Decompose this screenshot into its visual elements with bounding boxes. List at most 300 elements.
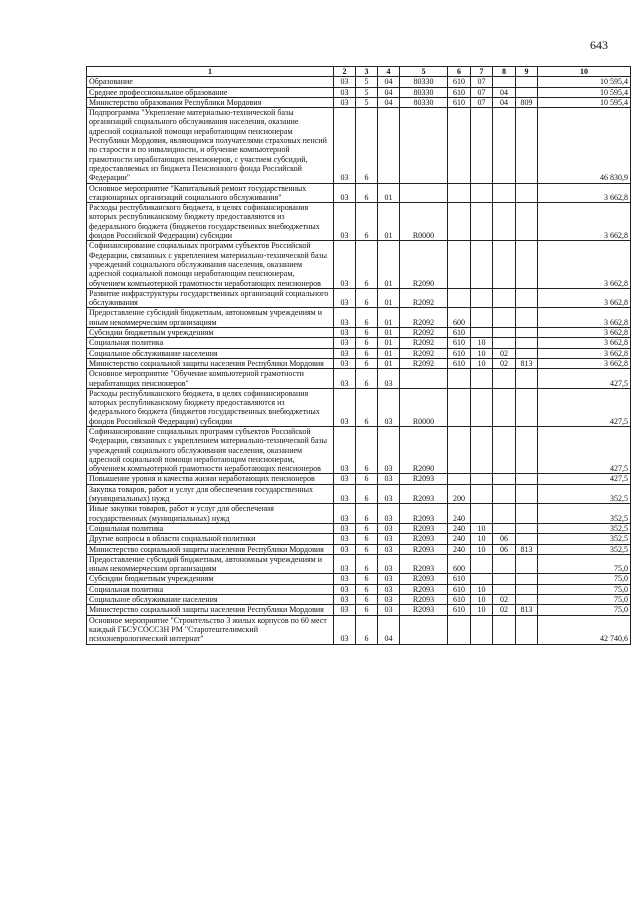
header-cell: 6 [448, 67, 471, 77]
code-5-cell: 80330 [400, 97, 448, 107]
code-7-cell: 10 [471, 348, 493, 358]
table-row [87, 605, 631, 615]
code-2-cell: 03 [334, 183, 356, 203]
code-4-cell: 01 [378, 241, 400, 288]
table-row [87, 595, 631, 605]
name-cell: Софинансирование социальных программ субъектов Российской Федерации, связанных с укреплением материально-технической базы учреждений социального обслуживания населения, оказанием адресной социальной помощи неработающим пенсионерам, обучением компьютерной грамотности неработающих пенсионеров [87, 426, 334, 473]
code-5-cell: R0000 [400, 203, 448, 241]
name-cell: Министерство социальной защиты населения Республики Мордовия [87, 544, 334, 554]
code-8-cell [493, 203, 516, 241]
budget-table-body [87, 67, 631, 645]
code-9-cell: 813 [516, 358, 538, 368]
table-row [87, 388, 631, 426]
code-5-cell: R2093 [400, 474, 448, 484]
code-2-cell: 03 [334, 308, 356, 328]
name-cell: Предоставление субсидий бюджетным, автономным учреждениям и иным некоммерческим организациям [87, 308, 334, 328]
code-7-cell [471, 183, 493, 203]
amount-cell: 3 662,8 [538, 308, 631, 328]
name-cell: Образование [87, 77, 334, 87]
code-6-cell [448, 288, 471, 308]
code-5-cell: R2092 [400, 328, 448, 338]
name-cell: Социальная политика [87, 523, 334, 533]
code-9-cell [516, 328, 538, 338]
code-6-cell: 610 [448, 338, 471, 348]
code-2-cell: 03 [334, 348, 356, 358]
name-cell: Основное мероприятие "Строительство 3 жилых корпусов по 60 мест каждый ГБСУСОССЗН РМ "Старотештелимский психоневрологический интернат" [87, 615, 334, 644]
code-9-cell [516, 308, 538, 328]
amount-cell: 75,0 [538, 584, 631, 594]
code-4-cell: 01 [378, 203, 400, 241]
table-row [87, 288, 631, 308]
code-2-cell: 03 [334, 523, 356, 533]
amount-cell: 352,5 [538, 504, 631, 524]
code-9-cell [516, 241, 538, 288]
code-5-cell: R2093 [400, 554, 448, 574]
code-9-cell: 813 [516, 605, 538, 615]
code-8-cell [493, 241, 516, 288]
code-8-cell [493, 369, 516, 389]
header-cell: 2 [334, 67, 356, 77]
header-row [87, 67, 631, 77]
table-row [87, 574, 631, 584]
code-3-cell: 6 [356, 388, 378, 426]
amount-cell: 75,0 [538, 605, 631, 615]
code-6-cell: 200 [448, 484, 471, 504]
table-row [87, 534, 631, 544]
header-cell: 5 [400, 67, 448, 77]
code-4-cell: 01 [378, 348, 400, 358]
code-6-cell: 610 [448, 574, 471, 584]
code-8-cell [493, 523, 516, 533]
header-cell: 9 [516, 67, 538, 77]
table-row [87, 241, 631, 288]
amount-cell: 427,5 [538, 426, 631, 473]
code-6-cell: 610 [448, 328, 471, 338]
table-row [87, 504, 631, 524]
code-4-cell: 04 [378, 97, 400, 107]
code-4-cell: 03 [378, 574, 400, 584]
code-7-cell: 10 [471, 358, 493, 368]
code-8-cell: 06 [493, 544, 516, 554]
amount-cell: 3 662,8 [538, 203, 631, 241]
code-4-cell [378, 108, 400, 183]
code-2-cell: 03 [334, 338, 356, 348]
table-row [87, 358, 631, 368]
amount-cell: 352,5 [538, 523, 631, 533]
table-row [87, 484, 631, 504]
table-row [87, 369, 631, 389]
name-cell: Основное мероприятие "Обучение компьютерной грамотности неработающих пенсионеров" [87, 369, 334, 389]
code-7-cell: 10 [471, 523, 493, 533]
code-7-cell: 10 [471, 584, 493, 594]
code-6-cell: 240 [448, 534, 471, 544]
code-8-cell [493, 338, 516, 348]
code-5-cell: R2093 [400, 523, 448, 533]
code-7-cell [471, 426, 493, 473]
code-2-cell: 03 [334, 203, 356, 241]
code-2-cell: 03 [334, 87, 356, 97]
code-8-cell: 02 [493, 595, 516, 605]
code-2-cell: 03 [334, 97, 356, 107]
amount-cell: 3 662,8 [538, 348, 631, 358]
code-8-cell [493, 474, 516, 484]
name-cell: Расходы республиканского бюджета, в целях софинансирования которых республиканскому бюджету предоставляются из федерального бюджета (бюджетов государственных внебюджетных фондов Российской Федерации) субсидии [87, 203, 334, 241]
code-2-cell: 03 [334, 605, 356, 615]
code-3-cell: 6 [356, 241, 378, 288]
code-6-cell: 600 [448, 554, 471, 574]
code-7-cell [471, 554, 493, 574]
code-2-cell: 03 [334, 534, 356, 544]
code-8-cell [493, 77, 516, 87]
name-cell: Социальная политика [87, 584, 334, 594]
amount-cell: 3 662,8 [538, 241, 631, 288]
code-2-cell: 03 [334, 426, 356, 473]
code-9-cell [516, 474, 538, 484]
code-7-cell [471, 474, 493, 484]
code-7-cell [471, 504, 493, 524]
code-5-cell: R2092 [400, 338, 448, 348]
amount-cell: 3 662,8 [538, 288, 631, 308]
code-3-cell: 6 [356, 595, 378, 605]
code-2-cell: 03 [334, 369, 356, 389]
name-cell: Основное мероприятие "Капитальный ремонт государственных стационарных организаций социального обслуживания" [87, 183, 334, 203]
code-2-cell: 03 [334, 77, 356, 87]
code-2-cell: 03 [334, 288, 356, 308]
code-4-cell: 03 [378, 474, 400, 484]
code-3-cell: 6 [356, 504, 378, 524]
code-5-cell: R2093 [400, 534, 448, 544]
code-6-cell: 610 [448, 358, 471, 368]
code-6-cell: 240 [448, 523, 471, 533]
code-2-cell: 03 [334, 108, 356, 183]
code-6-cell: 610 [448, 605, 471, 615]
table-row [87, 203, 631, 241]
code-5-cell: 80330 [400, 87, 448, 97]
code-9-cell [516, 77, 538, 87]
code-7-cell: 07 [471, 77, 493, 87]
code-3-cell: 5 [356, 87, 378, 97]
code-9-cell [516, 615, 538, 644]
table-row [87, 615, 631, 644]
code-3-cell: 5 [356, 97, 378, 107]
code-3-cell: 6 [356, 426, 378, 473]
code-3-cell: 6 [356, 338, 378, 348]
code-8-cell: 04 [493, 97, 516, 107]
code-4-cell: 01 [378, 183, 400, 203]
code-9-cell [516, 574, 538, 584]
table-row [87, 108, 631, 183]
name-cell: Подпрограмма "Укрепление материально-технической базы организаций социального обслуживания населения, оказание адресной социальной помощи неработающим пенсионерам Республики Мордовия, являющимся получателями страховых пенсий по старости и по инвалидности, и обучение компьютерной грамотности неработающих пенсионеров, с участием субсидий, предоставляемых из бюджета Пенсионного фонда Российской Федерации" [87, 108, 334, 183]
code-2-cell: 03 [334, 484, 356, 504]
code-4-cell: 04 [378, 87, 400, 97]
header-cell: 8 [493, 67, 516, 77]
code-8-cell [493, 388, 516, 426]
code-6-cell [448, 369, 471, 389]
header-cell: 7 [471, 67, 493, 77]
code-4-cell: 03 [378, 595, 400, 605]
code-6-cell: 610 [448, 97, 471, 107]
amount-cell: 427,5 [538, 388, 631, 426]
code-7-cell [471, 388, 493, 426]
table-row [87, 348, 631, 358]
code-6-cell [448, 426, 471, 473]
code-6-cell: 610 [448, 87, 471, 97]
code-3-cell: 6 [356, 308, 378, 328]
table-row [87, 523, 631, 533]
code-7-cell [471, 615, 493, 644]
code-7-cell: 07 [471, 97, 493, 107]
table-row [87, 328, 631, 338]
code-4-cell: 03 [378, 605, 400, 615]
code-4-cell: 01 [378, 288, 400, 308]
code-7-cell [471, 328, 493, 338]
code-3-cell: 6 [356, 554, 378, 574]
code-7-cell: 10 [471, 338, 493, 348]
table-row [87, 87, 631, 97]
amount-cell: 3 662,8 [538, 338, 631, 348]
code-8-cell [493, 574, 516, 584]
code-3-cell: 6 [356, 183, 378, 203]
code-6-cell: 610 [448, 77, 471, 87]
code-4-cell: 03 [378, 523, 400, 533]
code-8-cell [493, 183, 516, 203]
name-cell: Софинансирование социальных программ субъектов Российской Федерации, связанных с укреплением материально-технической базы учреждений социального обслуживания населения, оказанием адресной социальной помощи неработающим пенсионерам, обучением компьютерной грамотности неработающих пенсионеров [87, 241, 334, 288]
code-8-cell [493, 615, 516, 644]
code-2-cell: 03 [334, 595, 356, 605]
code-8-cell: 02 [493, 358, 516, 368]
code-8-cell [493, 484, 516, 504]
code-6-cell [448, 108, 471, 183]
amount-cell: 427,5 [538, 369, 631, 389]
code-4-cell: 03 [378, 584, 400, 594]
code-3-cell: 6 [356, 574, 378, 584]
code-5-cell: R2092 [400, 358, 448, 368]
table-row [87, 426, 631, 473]
code-4-cell: 04 [378, 615, 400, 644]
code-5-cell: R2092 [400, 308, 448, 328]
header-cell: 10 [538, 67, 631, 77]
code-2-cell: 03 [334, 388, 356, 426]
code-4-cell: 03 [378, 426, 400, 473]
code-3-cell: 6 [356, 544, 378, 554]
name-cell: Среднее профессиональное образование [87, 87, 334, 97]
code-5-cell [400, 183, 448, 203]
code-6-cell [448, 615, 471, 644]
code-3-cell: 6 [356, 369, 378, 389]
code-6-cell [448, 388, 471, 426]
code-7-cell: 07 [471, 87, 493, 97]
code-5-cell [400, 108, 448, 183]
code-3-cell: 6 [356, 605, 378, 615]
code-8-cell [493, 288, 516, 308]
table-row [87, 554, 631, 574]
code-3-cell: 6 [356, 203, 378, 241]
code-3-cell: 6 [356, 584, 378, 594]
code-4-cell: 01 [378, 338, 400, 348]
code-8-cell: 02 [493, 348, 516, 358]
code-9-cell [516, 369, 538, 389]
name-cell: Расходы республиканского бюджета, в целях софинансирования которых республиканскому бюджету предоставляются из федерального бюджета (бюджетов государственных внебюджетных фондов Российской Федерации) субсидии [87, 388, 334, 426]
code-5-cell: R2092 [400, 348, 448, 358]
code-5-cell: R2090 [400, 241, 448, 288]
code-6-cell: 240 [448, 544, 471, 554]
code-5-cell: R0000 [400, 388, 448, 426]
code-5-cell: R2093 [400, 544, 448, 554]
code-8-cell [493, 584, 516, 594]
code-9-cell [516, 348, 538, 358]
amount-cell: 10 595,4 [538, 97, 631, 107]
code-5-cell: R2093 [400, 584, 448, 594]
code-7-cell [471, 484, 493, 504]
name-cell: Иные закупки товаров, работ и услуг для обеспечения государственных (муниципальных) нужд [87, 504, 334, 524]
code-9-cell [516, 108, 538, 183]
code-4-cell: 03 [378, 484, 400, 504]
code-9-cell [516, 554, 538, 574]
code-2-cell: 03 [334, 615, 356, 644]
name-cell: Повышение уровня и качества жизни неработающих пенсионеров [87, 474, 334, 484]
code-7-cell [471, 574, 493, 584]
name-cell: Предоставление субсидий бюджетным, автономным учреждениям и иным некоммерческим организациям [87, 554, 334, 574]
code-6-cell: 600 [448, 308, 471, 328]
code-8-cell [493, 308, 516, 328]
code-4-cell: 01 [378, 358, 400, 368]
table-row [87, 338, 631, 348]
table-row [87, 97, 631, 107]
code-9-cell [516, 203, 538, 241]
code-4-cell: 01 [378, 308, 400, 328]
code-9-cell [516, 523, 538, 533]
code-9-cell: 813 [516, 544, 538, 554]
code-2-cell: 03 [334, 504, 356, 524]
code-7-cell [471, 288, 493, 308]
code-3-cell: 6 [356, 288, 378, 308]
header-cell: 3 [356, 67, 378, 77]
code-6-cell: 610 [448, 584, 471, 594]
code-5-cell: R2093 [400, 574, 448, 584]
amount-cell: 75,0 [538, 574, 631, 584]
code-4-cell: 03 [378, 544, 400, 554]
header-cell: 4 [378, 67, 400, 77]
code-3-cell: 6 [356, 484, 378, 504]
code-8-cell [493, 328, 516, 338]
code-9-cell: 809 [516, 97, 538, 107]
name-cell: Развитие инфраструктуры государственных организаций социального обслуживания [87, 288, 334, 308]
code-3-cell: 6 [356, 523, 378, 533]
amount-cell: 3 662,8 [538, 183, 631, 203]
code-9-cell [516, 388, 538, 426]
code-9-cell [516, 426, 538, 473]
code-3-cell: 6 [356, 358, 378, 368]
code-5-cell: 80330 [400, 77, 448, 87]
code-7-cell [471, 241, 493, 288]
code-3-cell: 5 [356, 77, 378, 87]
amount-cell: 3 662,8 [538, 328, 631, 338]
amount-cell: 427,5 [538, 474, 631, 484]
name-cell: Министерство образования Республики Мордовия [87, 97, 334, 107]
code-2-cell: 03 [334, 358, 356, 368]
code-7-cell [471, 203, 493, 241]
code-4-cell: 03 [378, 369, 400, 389]
code-5-cell [400, 615, 448, 644]
code-5-cell: R2092 [400, 288, 448, 308]
code-2-cell: 03 [334, 544, 356, 554]
code-8-cell [493, 108, 516, 183]
code-9-cell [516, 584, 538, 594]
code-2-cell: 03 [334, 474, 356, 484]
name-cell: Субсидии бюджетным учреждениям [87, 574, 334, 584]
name-cell: Министерство социальной защиты населения Республики Мордовия [87, 358, 334, 368]
code-9-cell [516, 504, 538, 524]
code-7-cell [471, 108, 493, 183]
code-9-cell [516, 183, 538, 203]
table-row [87, 77, 631, 87]
name-cell: Субсидии бюджетным учреждениям [87, 328, 334, 338]
name-cell: Социальное обслуживание населения [87, 595, 334, 605]
code-4-cell: 03 [378, 388, 400, 426]
code-5-cell: R2093 [400, 484, 448, 504]
code-7-cell: 10 [471, 595, 493, 605]
code-3-cell: 6 [356, 534, 378, 544]
table-row [87, 584, 631, 594]
code-4-cell: 03 [378, 554, 400, 574]
table-row [87, 544, 631, 554]
code-2-cell: 03 [334, 241, 356, 288]
code-7-cell: 10 [471, 534, 493, 544]
header-cell: 1 [87, 67, 334, 77]
code-3-cell: 6 [356, 328, 378, 338]
budget-table [86, 66, 631, 645]
code-6-cell [448, 241, 471, 288]
code-7-cell [471, 369, 493, 389]
amount-cell: 352,5 [538, 544, 631, 554]
code-6-cell [448, 203, 471, 241]
code-9-cell [516, 534, 538, 544]
code-7-cell: 10 [471, 605, 493, 615]
code-8-cell [493, 426, 516, 473]
code-5-cell: R2093 [400, 595, 448, 605]
name-cell: Социальное обслуживание населения [87, 348, 334, 358]
code-6-cell: 610 [448, 595, 471, 605]
code-5-cell: R2093 [400, 605, 448, 615]
code-6-cell [448, 474, 471, 484]
code-3-cell: 6 [356, 615, 378, 644]
code-3-cell: 6 [356, 348, 378, 358]
code-6-cell: 610 [448, 348, 471, 358]
name-cell: Закупка товаров, работ и услуг для обеспечения государственных (муниципальных) нужд [87, 484, 334, 504]
code-9-cell [516, 484, 538, 504]
code-5-cell [400, 369, 448, 389]
code-9-cell [516, 87, 538, 97]
amount-cell: 46 830,9 [538, 108, 631, 183]
amount-cell: 10 595,4 [538, 77, 631, 87]
code-8-cell [493, 554, 516, 574]
code-5-cell: R2090 [400, 426, 448, 473]
code-7-cell: 10 [471, 544, 493, 554]
code-3-cell: 6 [356, 108, 378, 183]
amount-cell: 42 740,6 [538, 615, 631, 644]
code-8-cell: 06 [493, 534, 516, 544]
code-8-cell: 04 [493, 87, 516, 97]
code-5-cell: R2093 [400, 504, 448, 524]
code-9-cell [516, 288, 538, 308]
name-cell: Другие вопросы в области социальной политики [87, 534, 334, 544]
amount-cell: 352,5 [538, 484, 631, 504]
name-cell: Министерство социальной защиты населения Республики Мордовия [87, 605, 334, 615]
code-4-cell: 01 [378, 328, 400, 338]
code-2-cell: 03 [334, 574, 356, 584]
amount-cell: 75,0 [538, 595, 631, 605]
code-4-cell: 03 [378, 504, 400, 524]
